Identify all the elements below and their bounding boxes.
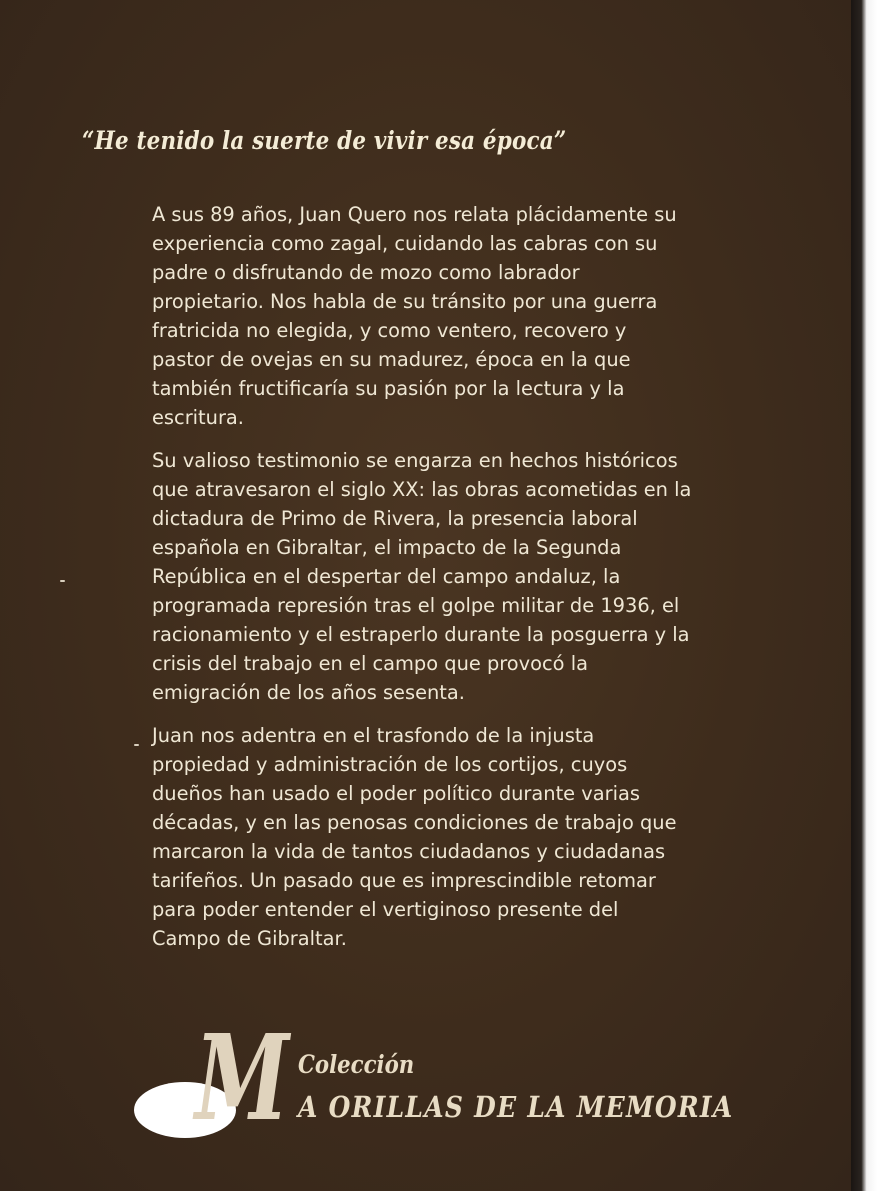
collection-logo-m-icon: M [195, 1008, 290, 1147]
collection-label: Colección [298, 1050, 415, 1079]
print-speck [134, 744, 139, 746]
quote-title: “He tenido la suerte de vivir esa época” [82, 126, 567, 155]
scan-edge [851, 0, 877, 1191]
collection-name: A ORILLAS DE LA MEMORIA [298, 1090, 734, 1124]
synopsis-paragraph-3: Juan nos adentra en el trasfondo de la injusta propiedad y administración de los cortijos, cuyos dueños han usado el poder político durante varias décadas, y en las penosas condiciones de trabajo que marcaron la vida de tantos ciudadanos y ciudadanas tarifeños. Un pasado que es imprescindible retomar para poder entender el vertiginoso presente del Campo de Gibraltar. [152, 724, 677, 950]
synopsis [152, 200, 692, 967]
synopsis-paragraph-2: Su valioso testimonio se engarza en hechos históricos que atravesaron el siglo XX: las obras acometidas en la dictadura de Primo de Rivera, la presencia laboral española en Gibraltar, el impacto de la Segunda República en el despertar del campo andaluz, la programada represión tras el golpe militar de 1936, el racionamiento y el estraperlo durante la posguerra y la crisis del trabajo en el campo que provocó la emigración de los años sesenta. [152, 449, 692, 704]
print-speck [60, 580, 65, 582]
synopsis-paragraph-1: A sus 89 años, Juan Quero nos relata plácidamente su experiencia como zagal, cuidando las cabras con su padre o disfrutando de mozo como labrador propietario. Nos habla de su tránsito por una guerra fratricida no elegida, y como ventero, recovero y pastor de ovejas en su madurez, época en la que también fructificaría su pasión por la lectura y la escritura. [152, 203, 677, 429]
